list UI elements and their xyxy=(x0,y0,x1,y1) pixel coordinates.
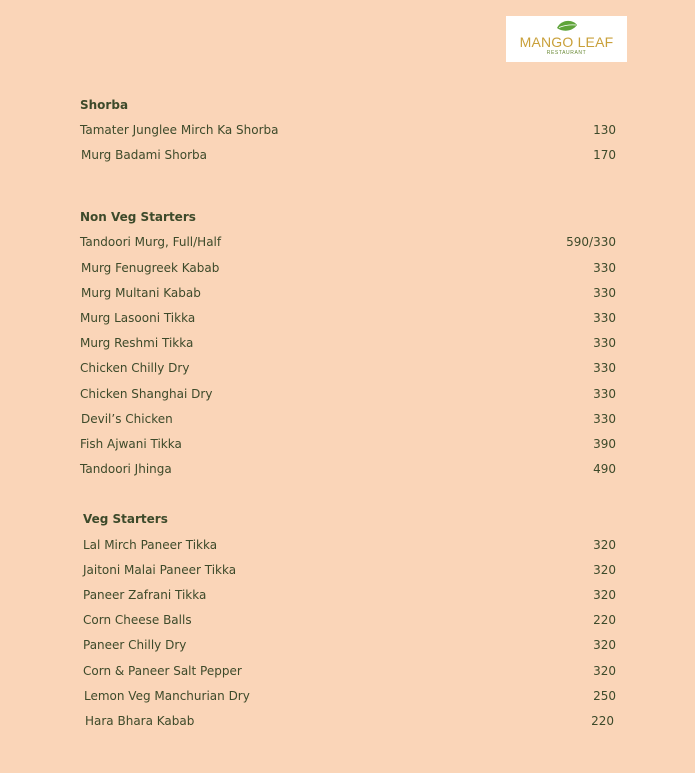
menu-item-name: Tamater Junglee Mirch Ka Shorba xyxy=(80,123,279,137)
menu-item-name: Chicken Shanghai Dry xyxy=(80,387,213,401)
menu-item xyxy=(81,148,616,166)
menu-item xyxy=(80,336,616,354)
menu-item-price: 130 xyxy=(593,123,616,137)
menu-item-name: Corn & Paneer Salt Pepper xyxy=(83,664,242,678)
menu-item xyxy=(81,412,616,430)
menu-item-price: 250 xyxy=(593,689,616,703)
menu-item-price: 170 xyxy=(593,148,616,162)
menu-item xyxy=(84,689,616,707)
menu-item xyxy=(83,664,616,682)
menu-item-price: 330 xyxy=(593,311,616,325)
menu-item-name: Devil’s Chicken xyxy=(81,412,173,426)
menu-item-price: 320 xyxy=(593,664,616,678)
logo-name: MANGO LEAF xyxy=(519,34,614,50)
menu-item xyxy=(83,538,616,556)
menu-item xyxy=(80,123,616,141)
menu-item-name: Paneer Zafrani Tikka xyxy=(83,588,207,602)
menu-item-price: 330 xyxy=(593,286,616,300)
menu-item-price: 320 xyxy=(593,563,616,577)
menu-item-name: Lemon Veg Manchurian Dry xyxy=(84,689,250,703)
menu-item-name: Corn Cheese Balls xyxy=(83,613,192,627)
menu-item-price: 390 xyxy=(593,437,616,451)
section-heading-non-veg-starters: Non Veg Starters xyxy=(80,210,196,224)
menu-item-price: 320 xyxy=(593,588,616,602)
menu-item-name: Chicken Chilly Dry xyxy=(80,361,190,375)
menu-item-name: Jaitoni Malai Paneer Tikka xyxy=(83,563,237,577)
logo-subtitle: RESTAURANT xyxy=(546,50,587,56)
menu-item xyxy=(83,638,616,656)
menu-item xyxy=(80,462,616,480)
menu-item xyxy=(81,261,616,279)
menu-item-name: Fish Ajwani Tikka xyxy=(80,437,182,451)
restaurant-logo xyxy=(506,16,627,62)
section-heading-shorba: Shorba xyxy=(80,98,129,112)
menu-item-price: 330 xyxy=(593,387,616,401)
menu-item xyxy=(83,613,616,631)
menu-item-name: Tandoori Jhinga xyxy=(80,462,172,476)
menu-item xyxy=(80,387,616,405)
menu-item-name: Paneer Chilly Dry xyxy=(83,638,187,652)
menu-item xyxy=(83,563,616,581)
menu-item xyxy=(80,437,616,455)
menu-item-price: 330 xyxy=(593,361,616,375)
menu-item-price: 330 xyxy=(593,261,616,275)
menu-item-name: Hara Bhara Kabab xyxy=(85,714,195,728)
menu-item-price: 320 xyxy=(593,538,616,552)
menu-item-name: Lal Mirch Paneer Tikka xyxy=(83,538,218,552)
menu-item xyxy=(80,361,616,379)
menu-item-name: Murg Badami Shorba xyxy=(81,148,207,162)
menu-item-price: 220 xyxy=(593,613,616,627)
menu-item-price: 590/330 xyxy=(566,235,616,249)
menu-item xyxy=(80,235,616,253)
menu-item xyxy=(83,588,616,606)
leaf-icon xyxy=(556,19,578,33)
menu-item-price: 320 xyxy=(593,638,616,652)
menu-item xyxy=(85,714,614,732)
menu-item-price: 330 xyxy=(593,336,616,350)
menu-item-name: Tandoori Murg, Full/Half xyxy=(80,235,222,249)
menu-item-price: 330 xyxy=(593,412,616,426)
menu-item xyxy=(80,311,616,329)
menu-item-name: Murg Lasooni Tikka xyxy=(80,311,196,325)
menu-item xyxy=(81,286,616,304)
menu-item-name: Murg Multani Kabab xyxy=(81,286,201,300)
section-heading-veg-starters: Veg Starters xyxy=(83,512,168,526)
menu-item-name: Murg Reshmi Tikka xyxy=(80,336,194,350)
menu-item-name: Murg Fenugreek Kabab xyxy=(81,261,220,275)
menu-item-price: 220 xyxy=(591,714,614,728)
menu-item-price: 490 xyxy=(593,462,616,476)
